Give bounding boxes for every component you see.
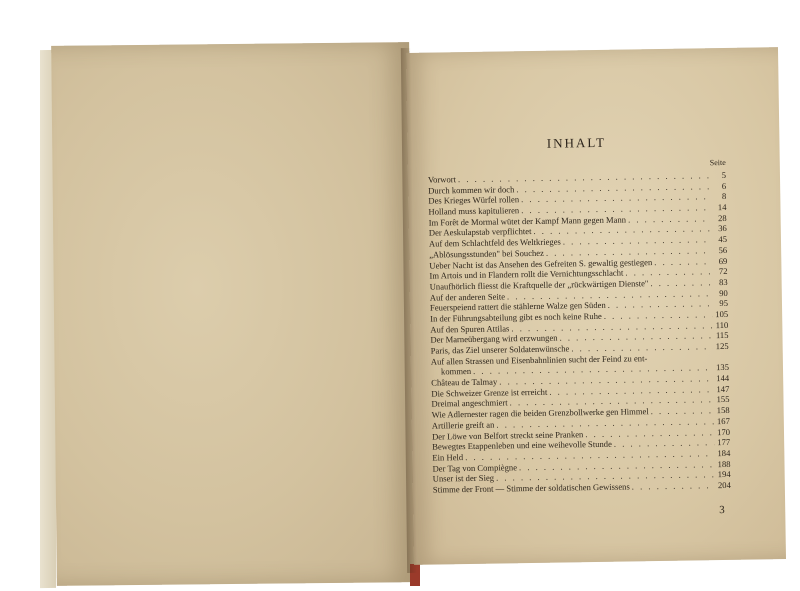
toc-entry-title: Feuerspeiend rattert die stählerne Walze gen Süden: [429, 300, 606, 313]
toc-entry-title: Ein Held: [432, 451, 464, 463]
toc-entry-page: 72: [718, 266, 728, 277]
toc-title: INHALT: [546, 134, 607, 151]
toc-entry-title: Unser ist der Sieg: [432, 472, 495, 484]
toc-entry-title: In der Führungsabteilung gibt es noch keine Ruhe: [430, 310, 602, 324]
toc-entry-page: 144: [716, 372, 730, 384]
toc-entry-page: 56: [718, 244, 728, 255]
toc-entry-page: 167: [716, 415, 730, 426]
toc-entry-title: Paris, das Ziel unserer Soldatenwünsche: [430, 343, 570, 356]
toc-entry-title: Holland muss kapitulieren: [428, 205, 520, 217]
toc-entry-page: 36: [718, 223, 727, 234]
toc-entry-title: Der Marneübergang wird erzwungen: [430, 332, 558, 345]
toc-entry-title: Bewegtes Etappenleben und eine weihevolle Stunde: [432, 438, 612, 452]
toc-entry-title: Auf der anderen Seite: [429, 290, 506, 303]
toc-entry-title: Château de Talmay: [431, 376, 498, 388]
toc-entry-title: „Ablösungsstunden" bei Souchez: [429, 247, 544, 260]
toc-entry-title: Unaufhörlich fliesst die Kraftquelle der „rückwärtigen Dienste": [429, 278, 649, 292]
toc-entry-title: Im Forêt de Mormal wütet der Kampf Mann gegen Mann: [428, 214, 627, 228]
toc-entry-page: 184: [717, 447, 731, 458]
page-number: 3: [719, 504, 725, 517]
toc-entry-page: 6: [721, 180, 727, 191]
toc-entry-title: Des Krieges Würfel rollen: [428, 194, 520, 206]
toc-entry-page: 194: [717, 469, 731, 480]
toc-entry-title: Wie Adlernester ragen die beiden Grenzbollwerke gen Himmel: [431, 406, 649, 420]
toc-entry-title: Auf den Spuren Attilas: [430, 322, 510, 335]
toc-entry-page: 69: [718, 255, 728, 266]
toc-entry-page: 83: [718, 276, 728, 287]
toc-entry-page: 110: [715, 319, 729, 330]
toc-entry-page: 158: [716, 405, 730, 416]
right-page: [406, 47, 786, 565]
toc-entry-page: 155: [716, 394, 730, 405]
toc-entry-title: Auf dem Schlachtfeld des Weltkrieges: [428, 236, 561, 249]
toc-entry-page: 188: [717, 458, 731, 469]
toc-entry-title: Der Löwe von Belfort streckt seine Pranken: [431, 428, 584, 442]
toc-dot-leader: [632, 480, 715, 492]
toc-entry-page: 170: [717, 426, 731, 437]
toc-entry-title: Artillerie greift an: [431, 419, 495, 431]
toc-entry-page: 45: [718, 234, 728, 245]
toc-entry-page: 8: [721, 191, 727, 202]
toc-entry-title: Dreimal angeschmiert: [431, 397, 508, 410]
toc-entry-title: Stimme der Front — Stimme der soldatischen Gewissens: [432, 481, 630, 495]
toc-entry-title: Vorwort: [427, 174, 457, 185]
toc-entry-title: Die Schweizer Grenze ist erreicht: [431, 386, 548, 399]
toc-entry-page: 5: [721, 169, 727, 181]
toc-entry-page: 90: [719, 287, 728, 298]
toc-entry-title: Ueber Nacht ist das Ansehen des Gefreiten S. gewaltig gestiegen: [429, 256, 653, 271]
open-book: [18, 18, 778, 578]
toc-entry-page: 28: [717, 212, 727, 223]
toc-entry-page: 95: [719, 298, 729, 309]
toc-entry-page: 115: [715, 330, 729, 341]
toc-entry-page: 177: [717, 437, 731, 448]
toc-entry-page: 204: [717, 479, 731, 491]
toc-entry-page: 105: [715, 308, 729, 320]
toc-entry-page: 135: [716, 362, 730, 373]
toc-entry-title: Der Aeskulapstab verpflichtet: [428, 226, 532, 239]
table-of-contents: [427, 134, 731, 495]
toc-entries: [428, 170, 731, 495]
page-column-header: Seite: [709, 157, 726, 168]
toc-entry-title: kommen: [440, 366, 472, 377]
toc-entry-title: Der Tag von Compiègne: [432, 461, 518, 474]
left-page: [51, 42, 415, 586]
toc-entry-page: 14: [717, 202, 727, 213]
toc-entry-page: 125: [715, 340, 729, 352]
toc-entry-page: 147: [716, 383, 730, 394]
toc-entry-title: Im Artois und in Flandern rollt die Vernichtungsschlacht: [429, 267, 624, 281]
toc-entry-title: Auf allen Strassen und Eisenbahnlinien sucht der Feind zu ent-: [430, 352, 648, 367]
toc-entry-title: Durch kommen wir doch: [428, 183, 515, 196]
